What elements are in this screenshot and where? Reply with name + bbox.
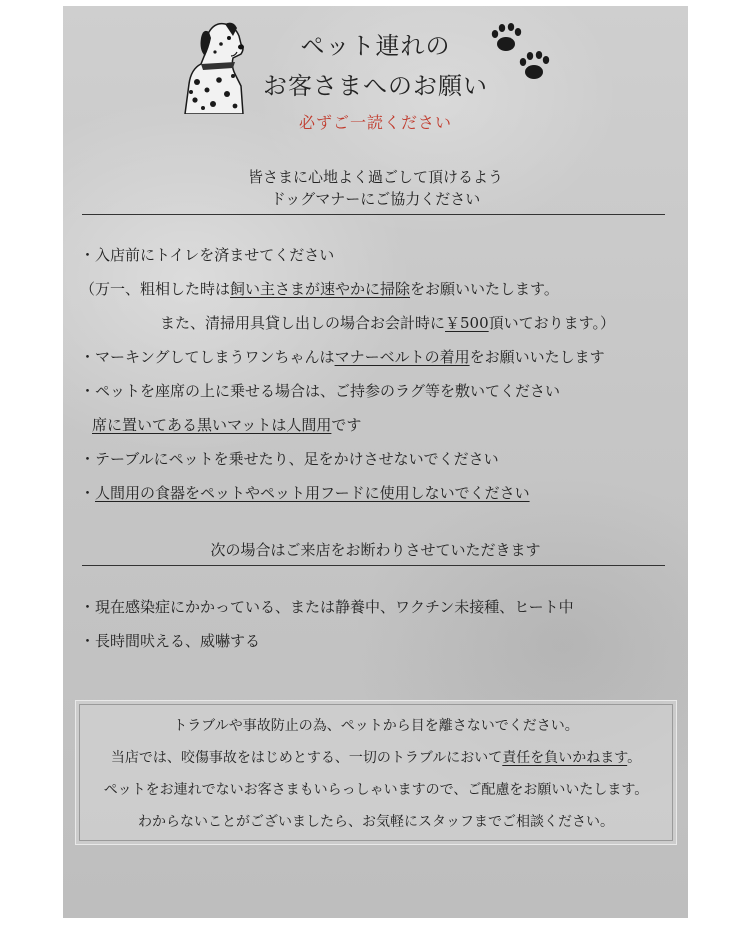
refusal-item-illness: ・現在感染症にかかっている、または静養中、ワクチン未接種、ヒート中 <box>80 598 574 616</box>
divider-2 <box>82 565 665 566</box>
rule-black-mat: 席に置いてある黒いマットは人間用です <box>92 416 362 434</box>
liability-emphasis: 責任を負いかねます <box>502 750 628 766</box>
subtitle-must-read: 必ずご一読ください <box>298 113 452 132</box>
rule-table: ・テーブルにペットを乗せたり、足をかけさせないでください <box>80 450 499 468</box>
tableware-emphasis: 人間用の食器をペットやペット用フードに使用しないでください <box>95 484 530 502</box>
black-mat-emphasis: 席に置いてある黒いマットは人間用 <box>92 416 332 434</box>
notice-line-1: トラブルや事故防止の為、ペットから目を離さないでください。 <box>173 718 579 734</box>
title-line-1: ペット連れの <box>300 32 451 60</box>
notice-line-3: ペットをお連れでないお客さまもいらっしゃいますので、ご配慮をお願いいたします。 <box>103 782 649 798</box>
manner-belt-emphasis: マナーベルトの着用 <box>334 348 470 366</box>
notice-line-2: 当店では、咬傷事故をはじめとする、一切のトラブルにおいて責任を負いかねます。 <box>110 750 642 766</box>
rule-accident-emphasis: 飼い主さまが速やかに掃除 <box>230 280 411 298</box>
refusal-item-barking: ・長時間吠える、威嚇する <box>80 632 261 650</box>
cleaning-fee-amount: ￥500 <box>445 314 489 332</box>
refusal-heading: 次の場合はご来店をお断わりさせていただきます <box>210 541 541 559</box>
rule-seat-rug: ・ペットを座席の上に乗せる場合は、ご持参のラグ等を敷いてください <box>80 382 561 400</box>
notice-poster <box>63 6 688 918</box>
title-line-2: お客さまへのお願い <box>263 72 488 100</box>
rule-tableware: ・人間用の食器をペットやペット用フードに使用しないでください <box>80 484 530 502</box>
rule-marking: ・マーキングしてしまうワンちゃんはマナーベルトの着用をお願いいたします <box>80 348 605 366</box>
intro-line-2: ドッグマナーにご協力ください <box>270 190 481 208</box>
rule-cleaning-fee: また、清掃用具貸し出しの場合お会計時に￥500頂いております。） <box>160 314 615 332</box>
rule-restroom: ・入店前にトイレを済ませてください <box>80 246 335 264</box>
intro-line-1: 皆さまに心地よく過ごして頂けるよう <box>247 168 503 186</box>
notice-box <box>75 700 677 845</box>
rule-accident: （万一、粗相した時は飼い主さまが速やかに掃除をお願いいたします。 <box>80 280 559 298</box>
notice-line-4: わからないことがございましたら、お気軽にスタッフまでご相談ください。 <box>138 814 614 830</box>
divider-1 <box>82 214 665 215</box>
